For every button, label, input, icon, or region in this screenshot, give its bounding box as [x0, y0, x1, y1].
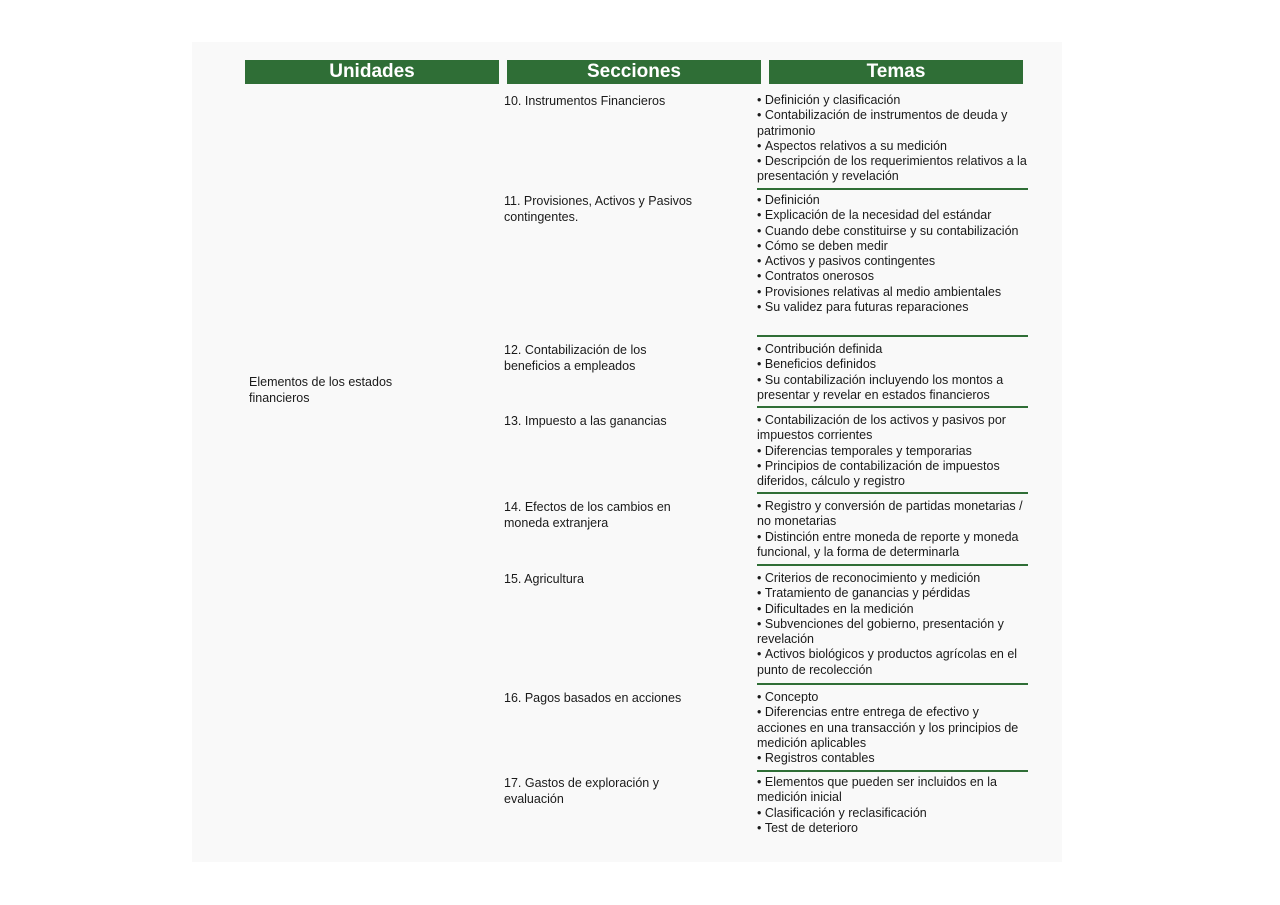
- topic-list: [757, 571, 1029, 678]
- topic-item: • Cómo se deben medir: [757, 239, 1029, 254]
- header-temas: Temas: [769, 60, 1023, 84]
- topic-list: [757, 690, 1029, 766]
- topic-item: • Beneficios definidos: [757, 357, 1029, 372]
- row-divider: [757, 335, 1028, 337]
- section-label: 12. Contabilización de los beneficios a empleados: [504, 343, 647, 373]
- unit-label: Elementos de los estados financieros: [249, 375, 393, 405]
- header-unidades: Unidades: [245, 60, 499, 84]
- section-label: 15. Agricultura: [504, 572, 584, 586]
- topic-item: • Dificultades en la medición: [757, 602, 1029, 617]
- topic-item: • Criterios de reconocimiento y medición: [757, 571, 1029, 586]
- topic-item: • Concepto: [757, 690, 1029, 705]
- row-divider: [757, 770, 1028, 772]
- topic-item: • Registros contables: [757, 751, 1029, 766]
- topic-list: [757, 193, 1029, 315]
- section-label: 11. Provisiones, Activos y Pasivos contingentes.: [504, 194, 693, 224]
- topic-item: • Principios de contabilización de impuestos diferidos, cálculo y registro: [757, 459, 1029, 490]
- topic-item: • Contratos onerosos: [757, 269, 1029, 284]
- document-page: [192, 42, 1062, 862]
- topic-item: • Su validez para futuras reparaciones: [757, 300, 1029, 315]
- section-label: 16. Pagos basados en acciones: [504, 691, 682, 705]
- topic-item: • Diferencias entre entrega de efectivo y acciones en una transacción y los principios de medición aplicables: [757, 705, 1029, 751]
- section-label: 10. Instrumentos Financieros: [504, 94, 666, 108]
- topic-item: • Distinción entre moneda de reporte y moneda funcional, y la forma de determinarla: [757, 530, 1029, 561]
- topic-item: • Elementos que pueden ser incluidos en la medición inicial: [757, 775, 1029, 806]
- topic-item: • Definición y clasificación: [757, 93, 1029, 108]
- topic-item: • Explicación de la necesidad del estándar: [757, 208, 1029, 223]
- topic-list: [757, 499, 1029, 560]
- topic-item: • Descripción de los requerimientos relativos a la presentación y revelación: [757, 154, 1029, 185]
- topic-list: [757, 775, 1029, 836]
- topic-item: • Provisiones relativas al medio ambientales: [757, 285, 1029, 300]
- row-divider: [757, 406, 1028, 408]
- topic-item: • Activos y pasivos contingentes: [757, 254, 1029, 269]
- topic-item: • Aspectos relativos a su medición: [757, 139, 1029, 154]
- topic-list: [757, 93, 1029, 185]
- topic-item: • Contabilización de los activos y pasivos por impuestos corrientes: [757, 413, 1029, 444]
- topic-item: • Tratamiento de ganancias y pérdidas: [757, 586, 1029, 601]
- topic-item: • Diferencias temporales y temporarias: [757, 444, 1029, 459]
- topic-item: • Definición: [757, 193, 1029, 208]
- header-secciones: Secciones: [507, 60, 761, 84]
- topic-item: • Contabilización de instrumentos de deuda y patrimonio: [757, 108, 1029, 139]
- topic-item: • Clasificación y reclasificación: [757, 806, 1029, 821]
- section-label: 13. Impuesto a las ganancias: [504, 414, 667, 428]
- row-divider: [757, 492, 1028, 494]
- topic-item: • Su contabilización incluyendo los montos a presentar y revelar en estados financieros: [757, 373, 1029, 404]
- topic-list: [757, 413, 1029, 489]
- topic-item: • Test de deterioro: [757, 821, 1029, 836]
- row-divider: [757, 564, 1028, 566]
- row-divider: [757, 683, 1028, 685]
- topic-item: • Subvenciones del gobierno, presentación y revelación: [757, 617, 1029, 648]
- topic-item: • Registro y conversión de partidas monetarias / no monetarias: [757, 499, 1029, 530]
- topic-item: • Cuando debe constituirse y su contabilización: [757, 224, 1029, 239]
- row-divider: [757, 188, 1028, 190]
- topic-list: [757, 342, 1029, 403]
- section-label: 17. Gastos de exploración y evaluación: [504, 776, 659, 806]
- topic-item: • Contribución definida: [757, 342, 1029, 357]
- section-label: 14. Efectos de los cambios en moneda extranjera: [504, 500, 671, 530]
- topic-item: • Activos biológicos y productos agrícolas en el punto de recolección: [757, 647, 1029, 678]
